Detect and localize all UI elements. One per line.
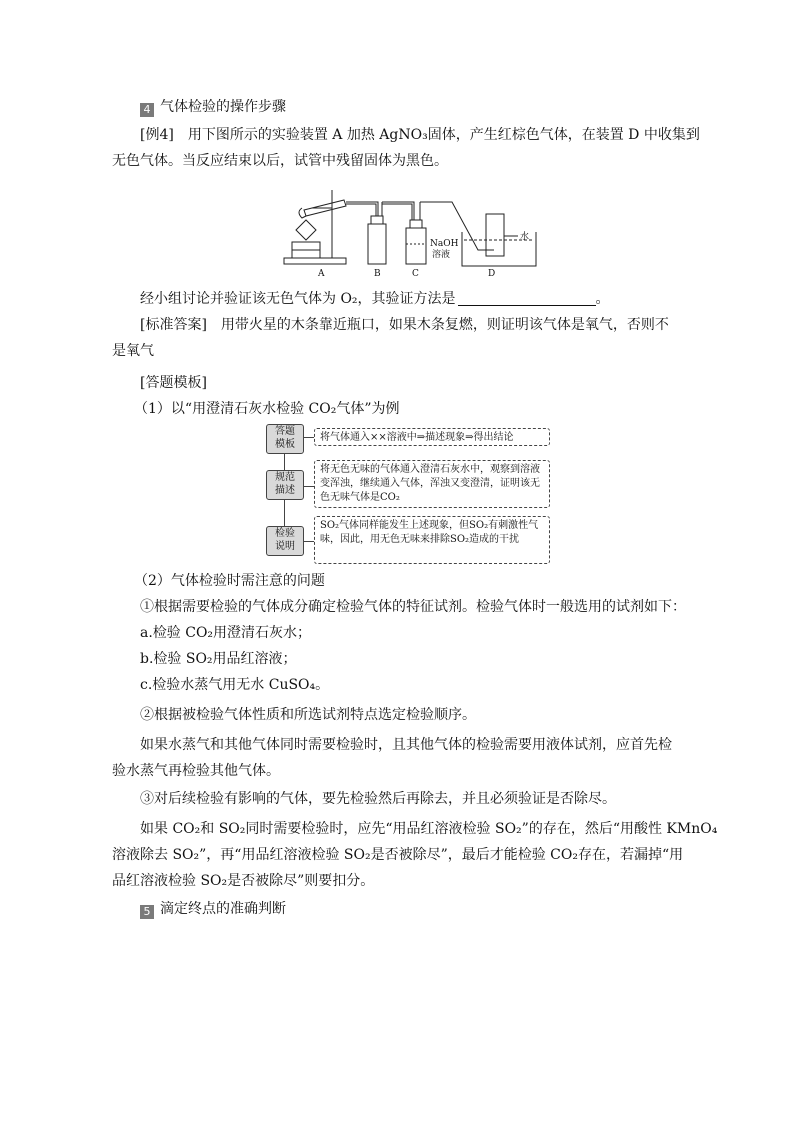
label-b: B <box>374 269 381 278</box>
paragraph-1-line-1: 如果水蒸气和其他气体同时需要检验时，且其他气体的检验需要用液体试剂，应首先检 <box>140 737 672 753</box>
answer-line-2: 是氧气 <box>112 343 154 359</box>
answer-template-flowchart <box>266 424 556 564</box>
reagent-b: b.检验 SO₂用品红溶液； <box>140 651 297 667</box>
paragraph-2-line-3: 品红溶液检验 SO₂是否被除尽”则要扣分。 <box>112 873 375 889</box>
template-heading: [答题模板] <box>140 375 207 391</box>
paragraph-1-line-2: 验水蒸气再检验其他气体。 <box>112 763 280 779</box>
stand-base <box>284 258 346 264</box>
note-2: ②根据被检验气体性质和所选试剂特点选定检验顺序。 <box>140 707 476 723</box>
section-title: 气体检验的操作步骤 <box>160 99 286 115</box>
label-water: 水 <box>520 232 530 242</box>
question-text: 经小组讨论并验证该无色气体为 O₂，其验证方法是 <box>140 291 456 307</box>
label-solution: 溶液 <box>432 250 451 260</box>
bottle-b <box>368 224 386 264</box>
alcohol-lamp-flame <box>296 220 316 240</box>
section-heading-4 <box>140 96 660 118</box>
answer-line-1: [标准答案] 用带火星的木条靠近瓶口，如果木条复燃，则证明该气体是氧气，否则不 <box>140 317 669 333</box>
example-line-2: 无色气体。当反应结束以后，试管中残留固体为黑色。 <box>112 153 448 169</box>
flow-label-note: 检验 说明 <box>266 526 304 556</box>
paragraph-2-line-2: 溶液除去 SO₂”，再“用品红溶液检验 SO₂是否被除尽”，最后才能检验 CO₂存在，若漏掉“用 <box>112 847 684 863</box>
paragraph-2-line-1: 如果 CO₂和 SO₂同时需要检验时，应先“用品红溶液检验 SO₂”的存在，然后“用酸性 KMnO₄ <box>140 821 718 837</box>
label-c: C <box>412 269 419 278</box>
reagent-c: c.检验水蒸气用无水 CuSO₄。 <box>140 677 330 693</box>
example-line-1: [例4] 用下图所示的实验装置 A 加热 AgNO₃固体，产生红棕色气体，在装置 D 中收集到 <box>140 127 700 143</box>
item-1: （1）以“用澄清石灰水检验 CO₂气体”为例 <box>134 401 400 417</box>
flow-label-template: 答题 模板 <box>266 424 304 454</box>
flow-text-template: 将气体通入××溶液中⇒描述现象⇒得出结论 <box>314 428 550 446</box>
answer-blank <box>458 291 596 306</box>
section-number-badge: 4 <box>140 103 154 117</box>
item-2: （2）气体检验时需注意的问题 <box>134 573 325 589</box>
label-a: A <box>318 269 325 278</box>
label-d: D <box>488 269 496 278</box>
reagent-a: a.检验 CO₂用澄清石灰水； <box>140 625 312 641</box>
note-3: ③对后续检验有影响的气体，要先检验然后再除去，并且必须验证是否除尽。 <box>140 791 616 807</box>
note-1: ①根据需要检验的气体成分确定检验气体的特征试剂。检验气体时一般选用的试剂如下： <box>140 599 686 615</box>
flow-text-note: SO₂气体同样能发生上述现象，但SO₂有刺激性气味，因此，用无色无味来排除SO₂造成的干扰 <box>314 516 550 564</box>
section-heading-5 <box>140 898 660 920</box>
experiment-apparatus-figure <box>282 186 542 278</box>
flow-label-description: 规范 描述 <box>266 470 304 500</box>
section-title: 滴定终点的准确判断 <box>160 901 286 917</box>
label-naoh: NaOH <box>430 239 459 249</box>
flow-text-description: 将无色无味的气体通入澄清石灰水中，观察到溶液变浑浊，继续通入气体，浑浊又变澄清，证明该无色无味气体是CO₂ <box>314 460 550 508</box>
bottle-c <box>406 228 426 264</box>
question-line: 经小组讨论并验证该无色气体为 O₂，其验证方法是 。 <box>140 291 610 307</box>
section-number-badge: 5 <box>140 905 154 919</box>
